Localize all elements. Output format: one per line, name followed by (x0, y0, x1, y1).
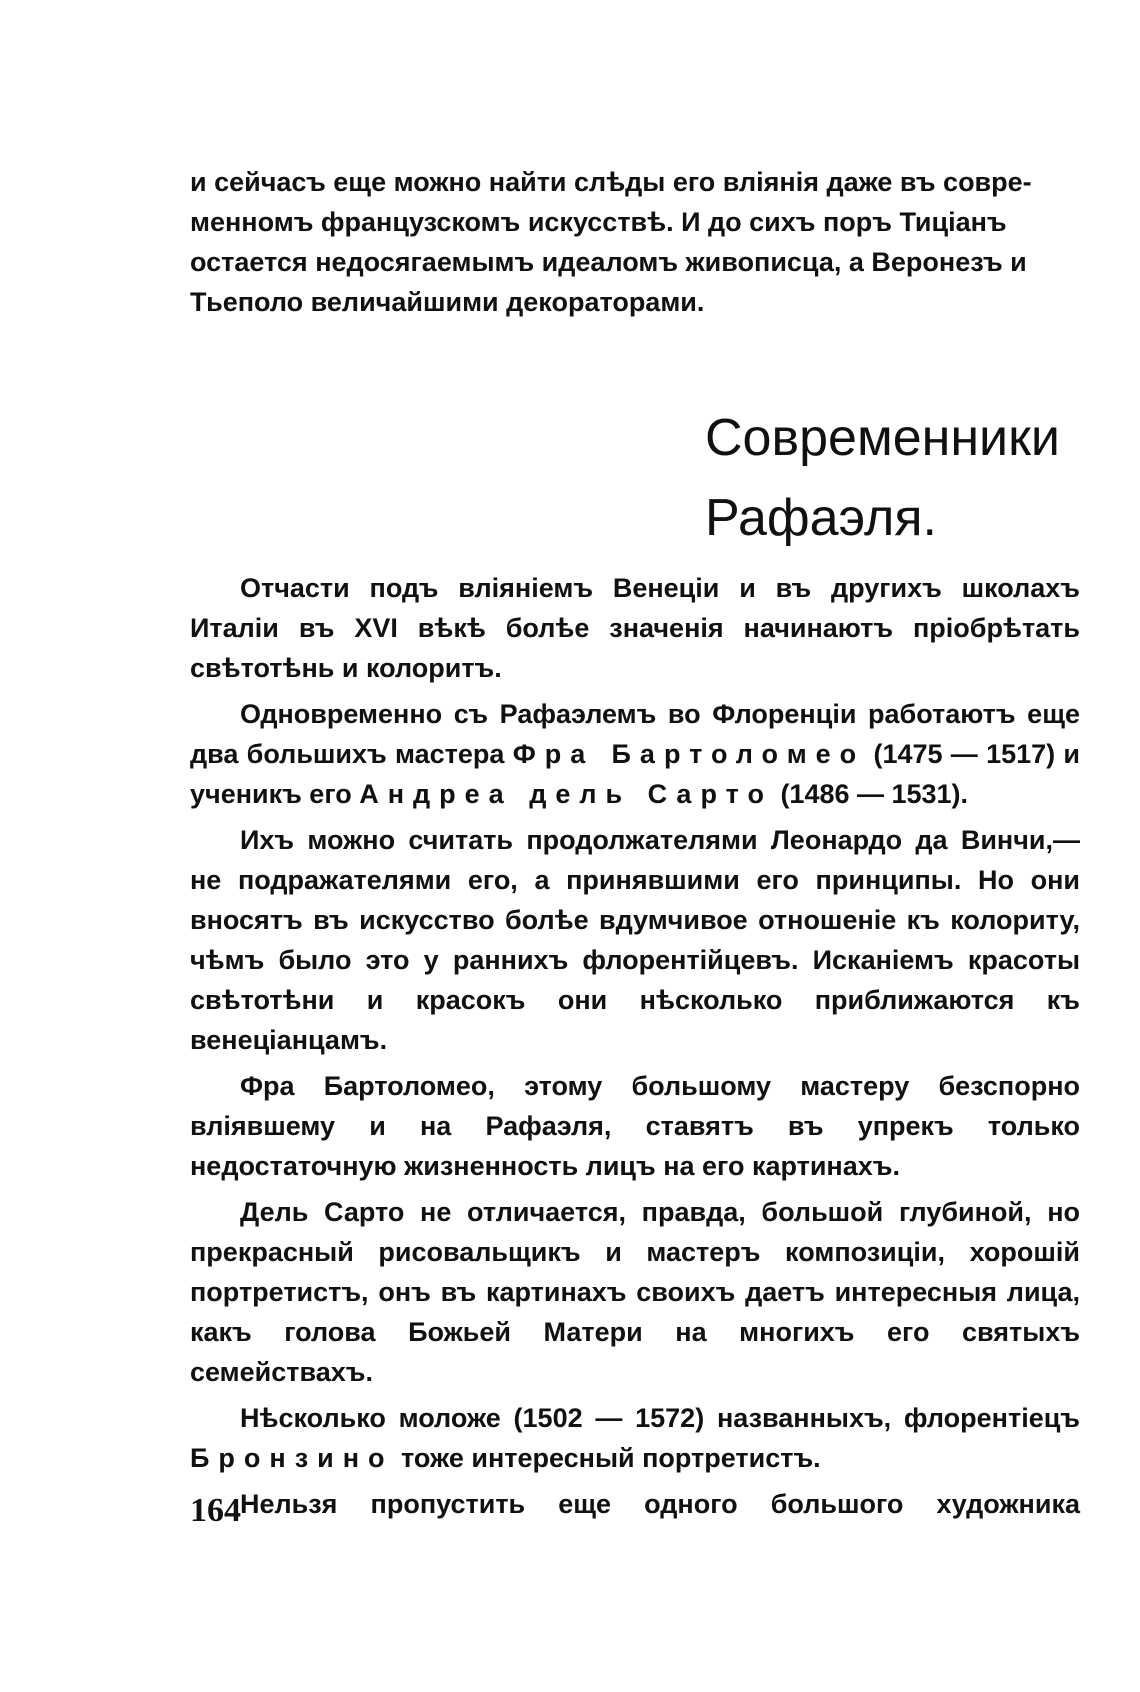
text-line: остается недосягаемымъ идеаломъ живописца, а Веронезъ и (190, 247, 1027, 277)
paragraph-2 (190, 694, 1080, 814)
artist-name-andrea-del-sarto: Андреа дель Сарто (359, 779, 773, 809)
text-line: и сейчасъ еще можно найти слѣды его вліянія даже въ совре- (190, 167, 1032, 197)
paragraph-2-text-c: (1486 — 1531). (772, 779, 969, 809)
paragraph-3: Ихъ можно считать продолжателями Леонардо да Винчи,— не подражателями его, а принявшими его принципы. Но они вносятъ въ искусство болѣе вдумчивое отношеніе къ колориту, чѣмъ было это у раннихъ флорентійцевъ. Исканіемъ красоты свѣтотѣни и красокъ они нѣсколько приближаются къ венеціанцамъ. (190, 825, 1080, 1055)
paragraph-2-text-a: Одновременно съ Рафаэлемъ во Флоренціи работаютъ еще два большихъ мастера (190, 699, 1080, 769)
page-number: 164 (190, 1492, 241, 1529)
paragraph-4: Фра Бартоломео, этому большому мастеру безспорно вліявшему и на Рафаэля, ставятъ въ упрекъ только недостаточную жизненность лицъ на его картинахъ. (190, 1071, 1080, 1181)
text-line: Тьеполо величайшими декораторами. (190, 287, 705, 317)
paragraph-5: Дель Сарто не отличается, правда, большой глубиной, но прекрасный рисовальщикъ и мастеръ композиціи, хорошій портретистъ, онъ въ картинахъ своихъ даетъ интересныя лица, какъ голова Божьей Матери на многихъ его святыхъ семействахъ. (190, 1197, 1080, 1387)
body-text (190, 568, 1080, 1524)
artist-name-fra-bartolomeo: Фра Бартоломео (512, 739, 866, 769)
artist-name-bronzino: Бронзино (190, 1443, 394, 1473)
paragraph-7: Нельзя пропустить еще одного большого художника (240, 1489, 1080, 1519)
heading-line-1: Современники (705, 409, 1060, 467)
paragraph-6 (190, 1398, 1080, 1478)
text-line: менномъ французскомъ искусствѣ. И до сихъ поръ Тиціанъ (190, 207, 1007, 237)
continued-paragraph (190, 162, 1080, 322)
heading-line-2: Рафаэля. (705, 489, 937, 547)
paragraph-6-text-a: Нѣсколько моложе (1502 — 1572) названныхъ, флорентіецъ (240, 1403, 1080, 1433)
section-heading (705, 398, 1060, 558)
paragraph-2-text-b: (1475 — 1517) и ученикъ его (190, 739, 1081, 809)
paragraph-6-text-b: тоже интересный портретистъ. (393, 1443, 821, 1473)
paragraph-1: Отчасти подъ вліяніемъ Венеціи и въ другихъ школахъ Италіи въ XVI вѣкѣ болѣе значенія начинаютъ пріобрѣтать свѣтотѣнь и колоритъ. (190, 573, 1080, 683)
